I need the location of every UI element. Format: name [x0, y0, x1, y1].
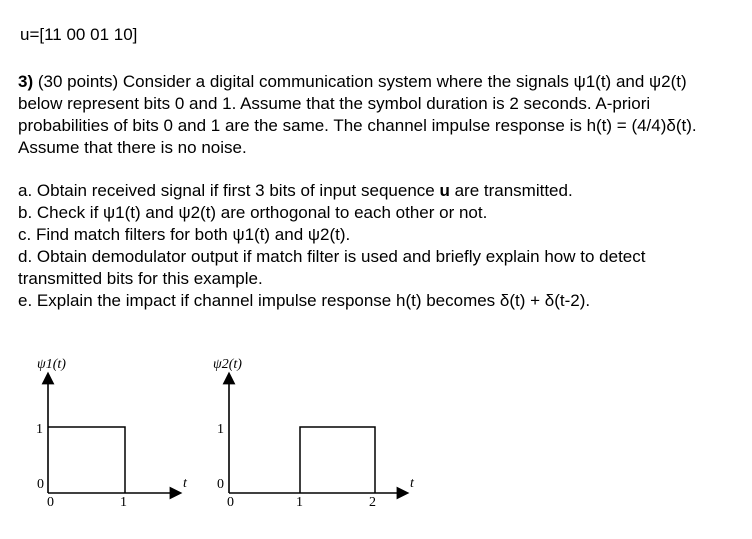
- input-sequence-line: u=[11 00 01 10]: [20, 25, 138, 44]
- part-a: [18, 180, 732, 202]
- part-d: d. Obtain demodulator output if match filter is used and briefly explain how to detect transmitted bits for this example.: [18, 247, 646, 288]
- signal-plots: [0, 340, 752, 539]
- plot-psi1-title: ψ1(t): [37, 357, 66, 372]
- part-a-text: a. Obtain received signal if first 3 bits of input sequence: [18, 181, 440, 200]
- plot-psi2-origin-x: 0: [227, 495, 234, 510]
- part-c: c. Find match filters for both ψ1(t) and ψ2(t).: [18, 225, 351, 244]
- question-paragraph: [18, 71, 732, 159]
- plot-psi2-origin-y: 0: [217, 477, 224, 492]
- plot-psi1-xtick-1: 1: [120, 495, 127, 510]
- question-parts-list: [18, 180, 732, 312]
- part-e: e. Explain the impact if channel impulse response h(t) becomes δ(t) + δ(t-2).: [18, 291, 591, 310]
- plot-psi2-pulse: [300, 427, 375, 493]
- plot-psi1-origin-x: 0: [47, 495, 54, 510]
- plot-psi1: [36, 357, 188, 510]
- question-text: (30 points) Consider a digital communication system where the signals ψ1(t) and ψ2(t) below represent bits 0 and 1. Assume that the symbol duration is 2 seconds. A-priori probabilities of bits 0 and 1 are the same. The channel impulse response is h(t) = (4/4)δ(t). Assume that there is no noise.: [18, 72, 697, 157]
- plot-psi2-ytick: 1: [217, 422, 224, 437]
- plot-psi1-origin-y: 0: [37, 477, 44, 492]
- plot-psi2-title: ψ2(t): [213, 357, 242, 372]
- plot-psi2-xtick-2: 2: [369, 495, 376, 510]
- plot-psi2: [213, 357, 415, 510]
- question-number: 3): [18, 72, 34, 91]
- plot-psi2-t-label: t: [410, 476, 414, 491]
- part-a-bold-u: u: [439, 181, 450, 200]
- plot-psi1-ytick: 1: [36, 422, 43, 437]
- plot-psi1-t-label: t: [183, 476, 187, 491]
- part-a-text-end: are transmitted.: [449, 181, 573, 200]
- plot-psi2-xtick-1: 1: [296, 495, 303, 510]
- part-b: b. Check if ψ1(t) and ψ2(t) are orthogonal to each other or not.: [18, 203, 488, 222]
- plot-psi1-pulse: [48, 427, 125, 493]
